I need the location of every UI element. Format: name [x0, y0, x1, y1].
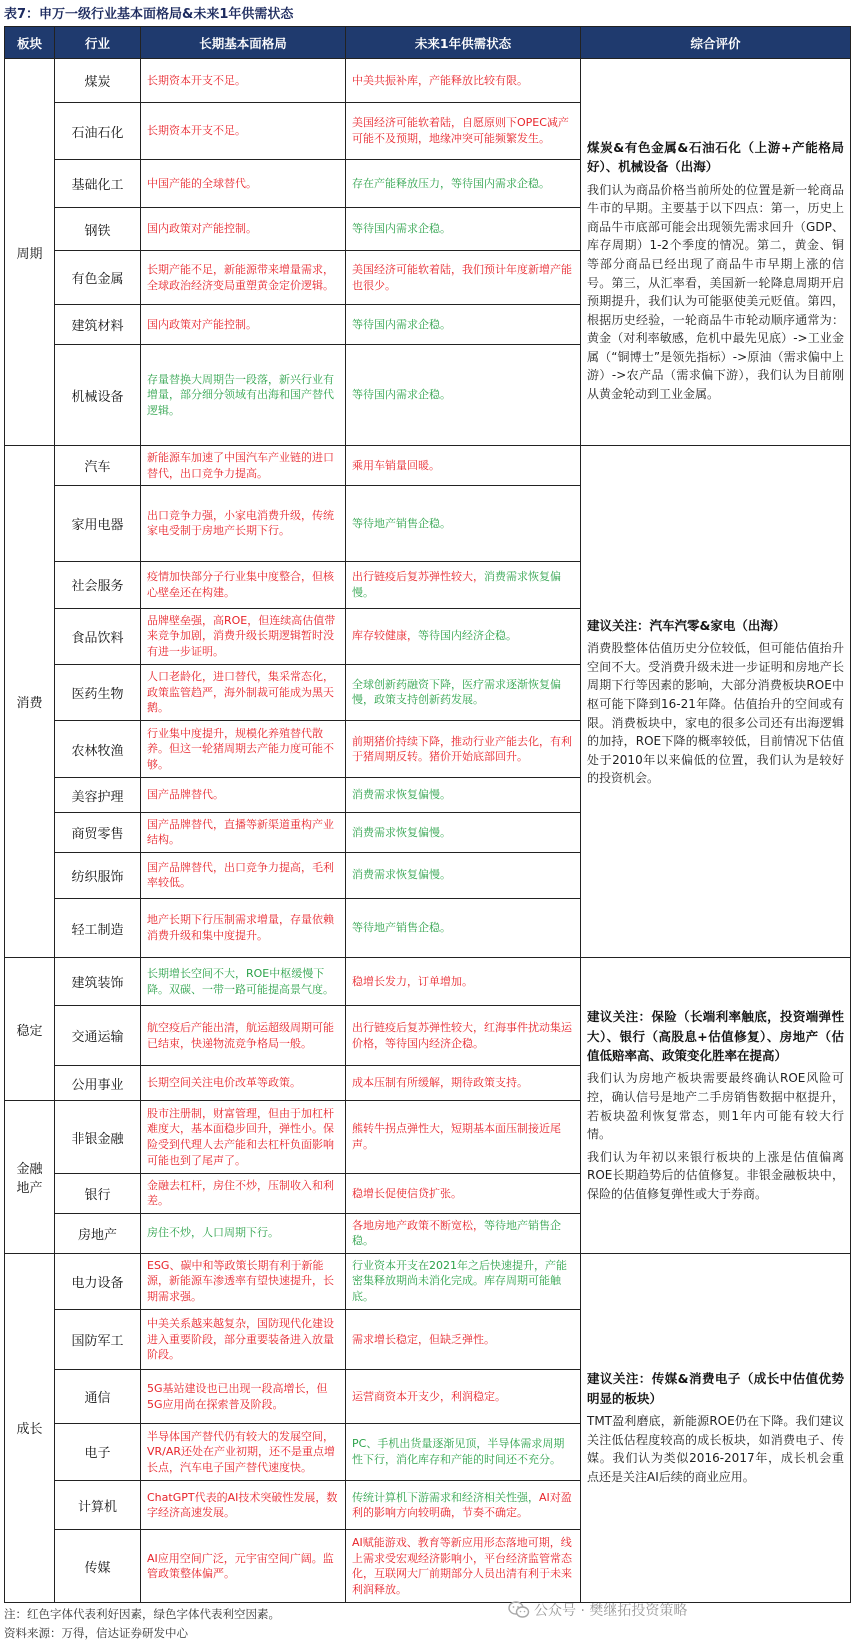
industry-cell: 电子 [55, 1423, 141, 1480]
summary-paragraph: 我们认为商品价格当前所处的位置是新一轮商品牛市的早期。主要基于以下四点：第一，历史上商品牛市底部可能会出现领先需求回升（GDP、库存周期）1-2个季度的情况。第二，黄金、铜等部分商品已经出现了商品牛市早期上涨的信号。第三，从汇率看，美国新一轮降息周期开启预期提升，我们认为可能驱使美元贬值。第四，根据历史经验，一轮商品牛市轮动顺序通常为：黄金（对利率敏感，危机中最先见底）->工业金属（“铜博士”是领先指标）->原油（需求偏中上游）->农产品（需求偏下游），我们认为目前刚从黄金轮动到工业金属。 [587, 182, 844, 402]
summary-cell [581, 446, 851, 958]
long-term-cell [141, 1173, 346, 1213]
cell-green-text: 传统计算机下游需求和经济相关性强， [352, 1490, 539, 1504]
cell-text: 前期猪价持续下降，推动行业产能去化，有利于猪周期反转。猪价开始底部回升。 [352, 734, 572, 764]
next-year-cell [346, 59, 581, 103]
long-term-cell [141, 208, 346, 251]
cell-text: AI应用空间广泛，元宇宙空间广阔。监管政策整体偏严。 [147, 1551, 334, 1581]
industry-cell: 有色金属 [55, 251, 141, 305]
next-year-cell [346, 561, 581, 608]
next-year-cell [346, 446, 581, 486]
long-term-cell [141, 608, 346, 664]
next-year-cell [346, 1309, 581, 1370]
next-year-cell [346, 1481, 581, 1530]
cell-text: 熊转牛拐点弹性大，短期基本面压制接近尾声。 [352, 1122, 561, 1152]
cell-text: PC、手机出货量逐渐见顶，半导体需求周期性下行，消化库存和产能的时间还不充分。 [352, 1437, 565, 1466]
long-term-cell [141, 1481, 346, 1530]
industry-cell: 钢铁 [55, 208, 141, 251]
header-long-term: 长期基本面格局 [141, 27, 346, 59]
cell-text: 长期资本开支不足。 [147, 124, 246, 138]
header-next-year: 未来1年供需状态 [346, 27, 581, 59]
cell-text: 中美关系越来越复杂，国防现代化建设进入重要阶段，部分重要装备进入放量阶段。 [147, 1317, 334, 1362]
industry-cell: 交通运输 [55, 1006, 141, 1066]
next-year-cell [346, 251, 581, 305]
industry-cell: 农林牧渔 [55, 721, 141, 778]
cell-text: 等待地产销售企稳。 [352, 516, 451, 530]
next-year-cell [346, 1065, 581, 1101]
next-year-cell [346, 345, 581, 446]
next-year-cell [346, 664, 581, 720]
source-line: 资料来源：万得，信达证券研发中心 [4, 1626, 188, 1640]
next-year-cell [346, 898, 581, 958]
long-term-cell [141, 160, 346, 208]
industry-cell: 商贸零售 [55, 812, 141, 852]
long-term-cell [141, 1253, 346, 1309]
next-year-cell [346, 1530, 581, 1603]
cell-text: 全球创新药融资下降，医疗需求逐渐恢复偏慢，政策支持创新药发展。 [352, 677, 561, 707]
cell-text: 房住不炒，人口周期下行。 [147, 1226, 279, 1240]
industry-cell: 银行 [55, 1173, 141, 1213]
industry-cell: 房地产 [55, 1213, 141, 1253]
cell-text: 国产品牌替代，出口竞争力提高，毛利率较低。 [147, 860, 334, 890]
long-term-cell [141, 1213, 346, 1253]
long-term-cell [141, 1423, 346, 1480]
cell-text: 国内政策对产能控制。 [147, 317, 257, 331]
cell-text: 品牌壁垒强，高ROE，但连续高估值带来竞争加剧，消费升级长期逻辑暂时没有进一步证明。 [147, 613, 336, 658]
cell-text: 存量替换大周期告一段落，新兴行业有增量，部分细分领域有出海和国产替代逻辑。 [147, 372, 334, 418]
next-year-cell [346, 608, 581, 664]
cell-text: 美国经济可能软着陆，我们预计年度新增产能也很少。 [352, 263, 572, 292]
summary-paragraph: 消费股整体估值历史分位较低，但可能估值抬升空间不大。受消费升级未进一步证明和房地产长周期下行等因素的影响，大部分消费板块ROE中枢可能下降到16-21年降。估值抬升的空间或有限。消费板块中，家电的很多公司还有出海逻辑的加持，ROE下降的概率较低，目前情况下估值处于2010年以来偏低的位置，我们认为是较好的投资机会。 [587, 641, 844, 786]
industry-table [4, 26, 851, 1603]
sector-cell: 金融地产 [5, 1101, 55, 1253]
cell-text: 稳增长促使信贷扩张。 [352, 1186, 462, 1200]
next-year-cell [346, 160, 581, 208]
cell-red-text: AI对盈利的影响方向较明确，节奏不确定。 [352, 1490, 572, 1520]
next-year-cell [346, 1253, 581, 1309]
table-row [5, 958, 851, 1006]
next-year-cell [346, 812, 581, 852]
long-term-cell [141, 305, 346, 345]
summary-title: 建议关注：汽车汽零&家电（出海） [587, 617, 786, 633]
summary-title: 建议关注：保险（长端利率触底，投资端弹性大）、银行（高股息+估值修复）、房地产（估值低赔率高、政策变化胜率在提高） [587, 1009, 844, 1064]
table-row [5, 1253, 851, 1309]
sector-cell: 周期 [5, 59, 55, 446]
summary-paragraph: 我们认为年初以来银行板块的上涨是估值偏离ROE长期趋势后的估值修复。非银金融板块中，保险的估值修复弹性或大于券商。 [587, 1149, 844, 1202]
industry-cell: 公用事业 [55, 1065, 141, 1101]
cell-text: 新能源车加速了中国汽车产业链的进口替代，出口竞争力提高。 [147, 451, 334, 480]
cell-green-text: 消费需求恢复偏慢。 [352, 569, 561, 599]
wechat-icon [508, 1601, 530, 1619]
industry-cell: 纺织服饰 [55, 852, 141, 898]
header-row [5, 27, 851, 59]
long-term-cell [141, 1530, 346, 1603]
next-year-cell [346, 958, 581, 1006]
industry-cell: 医药生物 [55, 664, 141, 720]
sector-cell: 稳定 [5, 958, 55, 1101]
summary-cell [581, 1253, 851, 1602]
industry-cell: 煤炭 [55, 59, 141, 103]
header-sector: 板块 [5, 27, 55, 59]
industry-cell: 基础化工 [55, 160, 141, 208]
cell-text: 长期资本开支不足。 [147, 73, 246, 87]
header-summary: 综合评价 [581, 27, 851, 59]
cell-text: 消费需求恢复偏慢。 [352, 788, 451, 802]
cell-text: 人口老龄化，进口替代，集采常态化，政策监管趋严，海外制裁可能成为黑天鹅。 [147, 669, 334, 715]
long-term-cell [141, 345, 346, 446]
cell-text: 国产品牌替代。 [147, 788, 224, 802]
industry-cell: 国防军工 [55, 1309, 141, 1370]
long-term-cell [141, 778, 346, 812]
industry-cell: 机械设备 [55, 345, 141, 446]
long-term-cell [141, 486, 346, 561]
cell-text: 长期增长空间不大，ROE中枢缓慢下降。双碳、一带一路可能提高景气度。 [147, 967, 334, 996]
cell-text: 运营商资本开支少，利润稳定。 [352, 1389, 506, 1403]
summary-title: 建议关注：传媒&消费电子（成长中估值优势明显的板块） [587, 1371, 844, 1406]
cell-text: 半导体国产替代仍有较大的发展空间，VR/AR还处在产业初期，还不是重点增长点，汽车电子国产替代速度快。 [147, 1429, 336, 1474]
long-term-cell [141, 852, 346, 898]
cell-text: 乘用车销量回暖。 [352, 459, 440, 473]
industry-cell: 汽车 [55, 446, 141, 486]
industry-cell: 社会服务 [55, 561, 141, 608]
long-term-cell [141, 561, 346, 608]
table-title: 表7：申万一级行业基本面格局&未来1年供需状态 [4, 7, 294, 22]
next-year-cell [346, 1173, 581, 1213]
summary-cell [581, 59, 851, 446]
cell-text: 等待地产销售企稳。 [352, 921, 451, 935]
cell-text: 等待国内需求企稳。 [352, 317, 451, 331]
next-year-cell [346, 778, 581, 812]
cell-text: 消费需求恢复偏慢。 [352, 868, 451, 882]
long-term-cell [141, 812, 346, 852]
cell-green-text: 等待地产销售企稳。 [352, 1218, 561, 1248]
cell-text: AI赋能游戏、教育等新应用形态落地可期，线上需求受宏观经济影响小，平台经济监管常态化，互联网大厂前期部分人员出清有利于未来利润释放。 [352, 1535, 572, 1596]
cell-text: 行业集中度提升，规模化养殖替代散养。但这一轮猪周期去产能力度可能不够。 [147, 726, 334, 772]
industry-cell: 食品饮料 [55, 608, 141, 664]
cell-text: 等待国内需求企稳。 [352, 222, 451, 236]
long-term-cell [141, 1065, 346, 1101]
next-year-cell [346, 721, 581, 778]
cell-text: 长期空间关注电价改革等政策。 [147, 1076, 301, 1090]
long-term-cell [141, 1006, 346, 1066]
long-term-cell [141, 1370, 346, 1423]
summary-paragraph: TMT盈利磨底，新能源ROE仍在下降。我们建议关注低估程度较高的成长板块，如消费电子、传媒。我们认为类似2016-2017年，成长机会重点还是关注AI后续的商业应用。 [587, 1414, 844, 1484]
long-term-cell [141, 251, 346, 305]
industry-cell: 轻工制造 [55, 898, 141, 958]
cell-text: 成本压制有所缓解，期待政策支持。 [352, 1076, 528, 1090]
industry-cell: 美容护理 [55, 778, 141, 812]
cell-text: 航空疫后产能出清，航运超级周期可能已结束，快递物流竞争格局一般。 [147, 1020, 334, 1050]
next-year-cell [346, 1101, 581, 1174]
summary-title: 煤炭&有色金属&石油石化（上游+产能格局好）、机械设备（出海） [587, 139, 844, 175]
industry-cell: 石油石化 [55, 102, 141, 159]
industry-cell: 建筑装饰 [55, 958, 141, 1006]
cell-text: 需求增长稳定，但缺乏弹性。 [352, 1332, 495, 1346]
industry-cell: 计算机 [55, 1481, 141, 1530]
summary-cell [581, 958, 851, 1253]
cell-text: 出口竞争力强，小家电消费升级，传统家电受制于房地产长期下行。 [147, 508, 334, 538]
next-year-cell [346, 208, 581, 251]
cell-text: 国内政策对产能控制。 [147, 222, 257, 236]
next-year-cell [346, 305, 581, 345]
cell-text: 地产长期下行压制需求增量，存量依赖消费升级和集中度提升。 [147, 913, 334, 943]
industry-cell: 传媒 [55, 1530, 141, 1603]
cell-text: 等待国内需求企稳。 [352, 388, 451, 402]
cell-text: 出行链疫后复苏弹性较大，红海事件扰动集运价格，等待国内经济企稳。 [352, 1020, 572, 1050]
table-row [5, 59, 851, 103]
long-term-cell [141, 898, 346, 958]
cell-text: 美国经济可能软着陆，自愿原则下OPEC减产可能不及预期，地缘冲突可能频繁发生。 [352, 116, 569, 146]
cell-text: 股市注册制，财富管理，但由于加杠杆难度大，基本面稳步回升，弹性小。保险受到代理人去产能和去杠杆负面影响可能也到了尾声了。 [147, 1106, 334, 1167]
cell-text: 国产品牌替代，直播等新渠道重构产业结构。 [147, 817, 334, 847]
industry-cell: 建筑材料 [55, 305, 141, 345]
cell-text: 稳增长发力，订单增加。 [352, 974, 473, 988]
watermark [508, 1600, 687, 1620]
cell-text: 消费需求恢复偏慢。 [352, 825, 451, 839]
cell-text: ESG、碳中和等政策长期有利于新能源，新能源车渗透率有望快速提升，长期需求强。 [147, 1258, 334, 1304]
summary-paragraph: 我们认为房地产板块需要最终确认ROE风险可控，确认信号是地产二手房销售数据中枢提升，若板块盈利恢复常态，则1年内可能有较大行情。 [587, 1071, 844, 1142]
next-year-cell [346, 1423, 581, 1480]
long-term-cell [141, 446, 346, 486]
cell-text: 长期产能不足，新能源带来增量需求，全球政治经济变局重塑黄金定价逻辑。 [147, 263, 334, 292]
industry-cell: 通信 [55, 1370, 141, 1423]
industry-cell: 家用电器 [55, 486, 141, 561]
table-row [5, 446, 851, 486]
sector-cell: 成长 [5, 1253, 55, 1602]
long-term-cell [141, 721, 346, 778]
cell-text: 中国产能的全球替代。 [147, 177, 257, 190]
industry-cell: 非银金融 [55, 1101, 141, 1174]
industry-cell: 电力设备 [55, 1253, 141, 1309]
cell-text: 金融去杠杆，房住不炒，压制收入和利差。 [147, 1178, 334, 1208]
long-term-cell [141, 1101, 346, 1174]
next-year-cell [346, 852, 581, 898]
cell-text: 5G基站建设也已出现一段高增长，但5G应用尚在探索普及阶段。 [147, 1381, 328, 1411]
long-term-cell [141, 59, 346, 103]
cell-text: 存在产能释放压力，等待国内需求企稳。 [352, 177, 550, 190]
long-term-cell [141, 958, 346, 1006]
cell-red-text: 库存较健康， [352, 629, 418, 643]
cell-text: ChatGPT代表的AI技术突破性发展，数字经济高速发展。 [147, 1490, 338, 1520]
header-industry: 行业 [55, 27, 141, 59]
footnote: 注：红色字体代表利好因素，绿色字体代表利空因素。 [4, 1607, 280, 1621]
next-year-cell [346, 1006, 581, 1066]
long-term-cell [141, 102, 346, 159]
cell-text: 中美共振补库，产能释放比较有限。 [352, 73, 528, 87]
cell-red-text: 各地房地产政策不断宽松， [352, 1218, 484, 1232]
next-year-cell [346, 1370, 581, 1423]
long-term-cell [141, 1309, 346, 1370]
cell-text: 疫情加快部分子行业集中度整合，但核心壁垒还在构建。 [147, 569, 334, 599]
next-year-cell [346, 1213, 581, 1253]
sector-cell: 消费 [5, 446, 55, 958]
long-term-cell [141, 664, 346, 720]
cell-text: 行业资本开支在2021年之后快速提升，产能密集释放期尚未消化完成。库存周期可能触底。 [352, 1258, 567, 1304]
cell-red-text: 出行链疫后复苏弹性较大， [352, 569, 484, 583]
cell-green-text: 等待国内经济企稳。 [418, 629, 517, 643]
watermark-text: 公众号 · 樊继拓投资策略 [534, 1603, 688, 1619]
next-year-cell [346, 486, 581, 561]
next-year-cell [346, 102, 581, 159]
